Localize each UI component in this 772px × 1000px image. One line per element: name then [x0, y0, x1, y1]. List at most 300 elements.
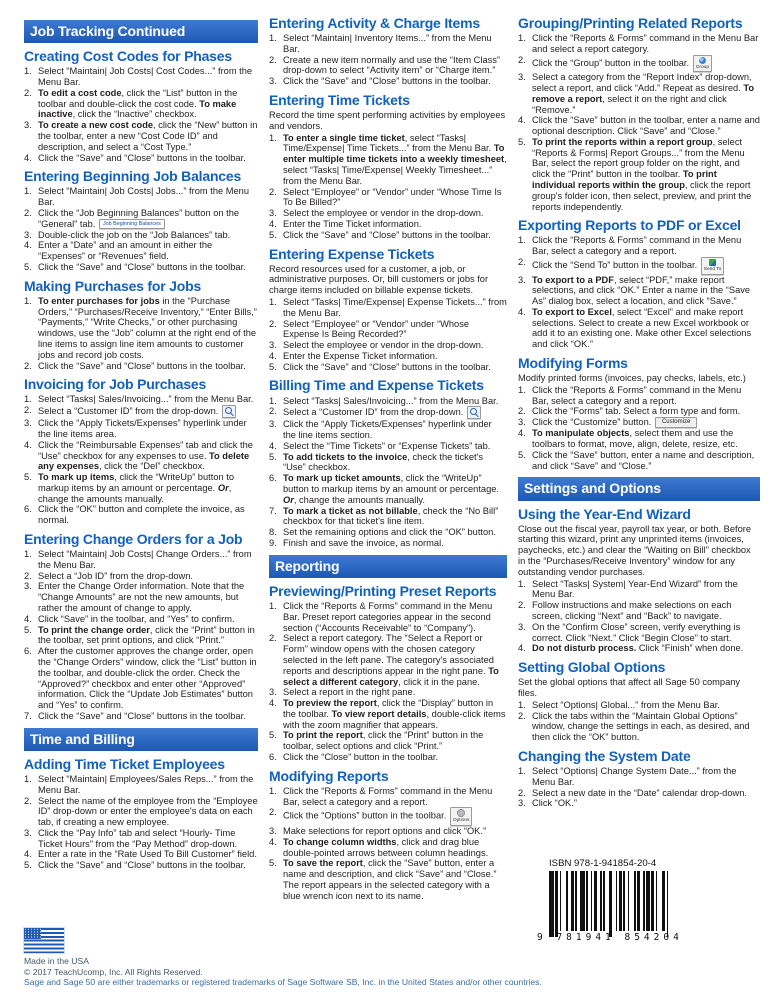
step-text-bold: To export to Excel	[532, 306, 612, 317]
step-number: 5.	[269, 451, 277, 462]
step-number: 1.	[24, 549, 32, 560]
step-number: 4.	[269, 836, 277, 847]
step-text: To manipulate objects, select them and use the toolbars to format, move, align, delete, resize, etc.	[532, 428, 738, 449]
step-text-bold: To export to a PDF	[532, 274, 614, 285]
step-number: 3.	[269, 687, 277, 698]
step-text: Select a report category. The “Select a Report or Form” window opens with the chosen category selected in the left pane. The category's associated reports and descriptions appear in the right pane. To select a different category, click it in the pane.	[283, 633, 499, 687]
step-number: 3.	[24, 120, 32, 131]
step-text-bold: To mark up items	[38, 472, 115, 483]
step-number: 2.	[24, 795, 32, 806]
step-text: Enter the Time Ticket information.	[283, 218, 422, 229]
step-text: To add tickets to the invoice, check the ticket's “Use” checkbox.	[283, 451, 483, 473]
step-item	[269, 698, 507, 730]
step-item	[269, 340, 507, 351]
step-item	[518, 55, 760, 73]
step-number: 2.	[269, 807, 277, 818]
step-text: Enter a “Date” and an amount in either the “Expenses” or “Revenues” field.	[38, 240, 213, 262]
column-3	[518, 16, 760, 901]
step-item	[24, 405, 258, 418]
step-number: 3.	[269, 825, 277, 836]
step-item	[269, 837, 507, 859]
step-item	[518, 711, 760, 743]
step-number: 4.	[24, 849, 32, 860]
us-flag-icon	[24, 928, 64, 953]
step-number: 2.	[518, 787, 526, 798]
step-number: 5.	[269, 858, 277, 869]
step-item	[269, 441, 507, 452]
step-item	[518, 72, 760, 115]
section-title-entering-beginning-job-balances: Entering Beginning Job Balances	[24, 168, 242, 185]
step-text: Click the “Group” button in the toolbar. Group	[532, 55, 760, 73]
step-number: 1.	[518, 235, 526, 246]
step-item	[24, 504, 258, 526]
step-number: 5.	[518, 449, 526, 460]
step-text: Finish and save the invoice, as normal.	[283, 537, 444, 548]
step-item	[24, 66, 258, 88]
send-to-glyph-icon	[709, 259, 716, 266]
step-item	[269, 55, 507, 77]
section-bar-settings-and-options: Settings and Options	[518, 477, 760, 500]
step-text-bold: To print the reports within a report group	[532, 136, 713, 147]
step-item	[518, 257, 760, 275]
step-text-bold: To manipulate objects	[532, 428, 630, 439]
step-text: Select the “Time Tickets” or “Expense Tickets” tab.	[283, 440, 491, 451]
step-text-bold: To enter multiple time tickets into a weekly timesheet	[283, 143, 505, 165]
step-item	[24, 614, 258, 625]
section-title-entering-expense-tickets: Entering Expense Tickets	[269, 245, 435, 262]
section-title-setting-global-options: Setting Global Options	[518, 659, 666, 676]
step-number: 4.	[24, 439, 32, 450]
step-text: Select “Maintain| Job Costs| Cost Codes...” from the Menu Bar.	[38, 66, 253, 88]
step-text-bold: Or	[217, 482, 229, 493]
step-item	[269, 633, 507, 687]
step-text: Select a “Customer ID” from the drop-down.	[38, 405, 258, 418]
step-text: Create a new item normally and use the “Item Class” drop-down to select “Activity item” or “Charge item.”	[283, 54, 501, 76]
step-text: Click the “Reimbursable Expenses” tab and click the “Use” checkbox for any expenses to use. To delete any expenses, click the “Del” checkbox.	[38, 439, 253, 472]
lookup-glyph-icon	[470, 408, 477, 415]
step-text: Click the “OK” button and complete the invoice, as normal.	[38, 504, 245, 526]
step-number: 2.	[269, 318, 277, 329]
made-in-usa-text: Made in the USA	[24, 955, 89, 966]
step-item	[269, 133, 507, 187]
step-item	[269, 351, 507, 362]
step-text: Select “Tasks| Sales/Invoicing...” from the Menu Bar.	[283, 395, 499, 406]
step-number: 2.	[24, 360, 32, 371]
step-number: 2.	[24, 570, 32, 581]
step-item	[24, 549, 258, 571]
section-intro-setting-global-options: Set the global options that affect all Sage 50 company files.	[518, 677, 741, 698]
step-text-bold: To make inactive	[38, 98, 237, 120]
section-title-modifying-forms: Modifying Forms	[518, 355, 628, 371]
step-number: 3.	[269, 76, 277, 87]
step-text-bold: To edit a cost code	[38, 87, 122, 98]
step-item	[269, 208, 507, 219]
step-number: 3.	[24, 827, 32, 838]
step-item	[518, 788, 760, 799]
step-number: 8.	[269, 527, 277, 538]
step-text: Click the “Apply Tickets/Expenses” hyperlink under the line items section.	[283, 419, 492, 441]
step-text-bold: To enter a single time ticket	[283, 132, 405, 143]
step-number: 4.	[518, 115, 526, 126]
step-text-bold: Do not disturb process.	[532, 643, 637, 654]
step-text-bold: To mark a ticket as not billable	[283, 505, 418, 516]
step-item	[269, 187, 507, 209]
step-number: 4.	[518, 428, 526, 439]
step-text: Click the “Close” button in the toolbar.	[283, 751, 439, 762]
step-number: 3.	[518, 798, 526, 809]
step-text-bold: To select a different category	[283, 665, 499, 687]
step-text: After the customer approves the change order, open the “Change Orders” window, click the “List” button in the toolbar, and double-click the order. Check the “Approved?” checkbox and enter other “Approved” information. Click the “Update Job Estimates” button and “Yes” to confirm.	[38, 646, 257, 711]
trademark-text: Sage and Sage 50 are either trademarks or registered trademarks of Sage Software SB, Inc. in the United States and/or other countries.	[24, 977, 542, 988]
step-item	[518, 406, 760, 417]
step-item	[24, 240, 258, 262]
copyright-text: © 2017 TeachUcomp, Inc. All Rights Reserved.	[24, 966, 203, 977]
step-text: Do not disturb process. Click “Finish” when done.	[532, 643, 744, 654]
lookup-magnifier-button-icon	[222, 405, 236, 418]
step-number: 1.	[24, 773, 32, 784]
step-item	[518, 643, 760, 654]
step-text: Enter the Change Order information. Note that the “Change Amounts” are not the new amounts, but rather the amount of change to apply.	[38, 581, 245, 614]
step-item	[269, 362, 507, 373]
step-text: Click the “Save” and “Close” buttons in the toolbar.	[38, 360, 246, 371]
section-title-invoicing-for-job-purchases: Invoicing for Job Purchases	[24, 376, 207, 393]
step-number: 3.	[24, 418, 32, 429]
step-number: 5.	[24, 261, 32, 272]
step-text: Select “Employee” or “Vendor” under “Whose Time Is To Be Billed?”	[283, 186, 502, 208]
step-item	[269, 473, 507, 505]
step-number: 3.	[269, 340, 277, 351]
step-text: To enter purchases for jobs in the “Purchase Orders,” “Purchases/Receive Inventory,” “Enter Bills,” “Payments,” “Write Checks,” or other purchasing windows, use the “Job” column at the right end of the line items to assign line item amounts to customer jobs and record job costs.	[38, 295, 257, 360]
step-text: Select “Maintain| Employees/Sales Reps...” from the Menu Bar.	[38, 773, 254, 795]
step-number: 1.	[269, 785, 277, 796]
step-number: 4.	[269, 350, 277, 361]
step-text-bold: To change column widths	[283, 836, 397, 847]
step-item	[24, 774, 258, 796]
lookup-magnifier-button-icon	[467, 406, 481, 419]
group-button-label: Group	[695, 64, 710, 70]
step-text-bold: To create a new cost code	[38, 120, 154, 131]
section-title-using-the-year-end-wizard: Using the Year-End Wizard	[518, 505, 691, 522]
step-item	[269, 807, 507, 826]
step-item	[269, 419, 507, 441]
step-number: 1.	[518, 33, 526, 44]
step-number: 3.	[24, 581, 32, 592]
section-bar-reporting: Reporting	[269, 555, 507, 578]
step-number: 2.	[518, 600, 526, 611]
step-item	[269, 752, 507, 763]
step-number: 5.	[269, 229, 277, 240]
step-number: 5.	[269, 730, 277, 741]
step-text: Click the “Save” and “Close” buttons in the toolbar.	[283, 361, 491, 372]
step-item	[24, 120, 258, 152]
step-text-bold: To view report details	[331, 708, 427, 719]
step-text: Click the “Reports & Forms” command in the Menu Bar. Preset report categories appear in the second section (“Accounts Receivable” to “Company”).	[283, 601, 493, 633]
jbb-button-label: Job Beginning Balances	[102, 221, 161, 228]
step-item	[518, 600, 760, 622]
step-text: Click the tabs within the “Maintain Global Options” window, change the settings in each, as desired, and then click the “OK” button.	[532, 710, 750, 743]
step-item	[269, 219, 507, 230]
group-button-icon	[693, 55, 712, 73]
barcode-digits: 9 781941 854204	[537, 932, 683, 944]
step-number: 1.	[518, 765, 526, 776]
step-text: On the “Confirm Close” screen, verify everything is correct. Click “Next.” Click “Begin Close” to start.	[532, 621, 741, 643]
step-number: 5.	[518, 136, 526, 147]
section-title-creating-cost-codes-for-phases: Creating Cost Codes for Phases	[24, 48, 232, 65]
step-text: Select a “Customer ID” from the drop-down.	[283, 406, 507, 419]
job-beginning-balances-button-icon	[99, 219, 165, 229]
section-title-entering-time-tickets: Entering Time Tickets	[269, 92, 410, 109]
step-text: Click the “Apply Tickets/Expenses” hyperlink under the line items area.	[38, 418, 247, 439]
step-text: Enter a rate in the “Rate Used To Bill Customer” field.	[38, 849, 257, 860]
step-item	[24, 828, 258, 850]
step-text: Select “Maintain| Job Costs| Jobs...” from the Menu Bar.	[38, 186, 249, 208]
step-item	[518, 385, 760, 407]
step-item	[518, 115, 760, 137]
step-item	[518, 235, 760, 257]
step-item	[24, 625, 258, 647]
step-number: 3.	[269, 419, 277, 430]
step-text-bold: To delete any expenses	[38, 450, 250, 472]
step-number: 2.	[24, 208, 32, 219]
step-item	[24, 646, 258, 711]
step-item	[24, 711, 258, 722]
step-text: To mark up ticket amounts, click the “WriteUp” button to markup items by an amount or percentage. Or, change the amounts manually.	[283, 473, 500, 505]
step-item	[518, 700, 760, 711]
step-number: 9.	[269, 537, 277, 548]
step-number: 4.	[269, 218, 277, 229]
step-text: Click the “Save” button in the toolbar, enter a name and optional description. Click “Save” and “Close.”	[532, 115, 760, 137]
step-number: 3.	[518, 72, 526, 83]
step-item	[518, 137, 760, 212]
step-item	[24, 472, 258, 504]
step-number: 4.	[269, 698, 277, 709]
step-number: 7.	[269, 505, 277, 516]
step-text: Click “OK.”	[532, 798, 577, 809]
step-item	[24, 796, 258, 828]
step-number: 3.	[24, 229, 32, 240]
step-number: 3.	[518, 274, 526, 285]
step-number: 6.	[269, 473, 277, 484]
options-button-icon	[450, 807, 473, 826]
step-text: To preview the report, click the “Display” button in the toolbar. To view report details, double-click items with the zoom magnifier that appears.	[283, 698, 506, 730]
step-item	[269, 230, 507, 241]
step-item	[518, 275, 760, 307]
step-text-bold: To mark up ticket amounts	[283, 473, 401, 484]
step-text: Click the “Send To” button in the toolbar. Send To	[532, 257, 760, 275]
options-button-label: Options	[452, 818, 470, 824]
step-item	[269, 527, 507, 538]
step-item	[269, 786, 507, 808]
column-1	[24, 16, 258, 901]
section-title-entering-change-orders-for-a-job: Entering Change Orders for a Job	[24, 531, 243, 548]
step-item	[269, 297, 507, 319]
step-text: Click the “Save” and “Close” buttons in the toolbar.	[38, 710, 246, 721]
step-item	[269, 826, 507, 837]
step-number: 2.	[518, 406, 526, 417]
step-text-bold: To save the report	[283, 858, 363, 869]
step-item	[269, 687, 507, 698]
section-intro-entering-expense-tickets: Record resources used for a customer, a job, or administrative purposes. Or, bill customers or jobs for charge items included on billable expense tickets.	[269, 263, 489, 296]
step-text: To print the report, click the “Print” button in the toolbar, select options and click “Print.”	[283, 730, 484, 752]
step-item	[269, 601, 507, 633]
step-text: To print the reports within a report group, select “Reports & Forms| Report Groups...” from the Menu Bar, select the report group folder on the right, and click the “Print” button in the toolbar. To print individual reports within the group, click the report group's folder icon, then select, preview, and print the reports independently.	[532, 136, 752, 212]
section-title-previewing-printing-preset-reports: Previewing/Printing Preset Reports	[269, 582, 497, 599]
step-item	[24, 361, 258, 372]
step-text: Click the “Save” and “Close” buttons in the toolbar.	[38, 261, 246, 272]
step-item	[24, 88, 258, 120]
step-number: 2.	[269, 633, 277, 644]
step-number: 4.	[518, 643, 526, 654]
isbn-number: ISBN 978-1-941854-20-4	[549, 858, 657, 869]
step-text: To export to Excel, select “Excel” and make report selections. Select to create a new Excel workbook or add it to an existing one. Make other Excel selections and click “OK.”	[532, 306, 752, 350]
step-item	[24, 230, 258, 241]
step-number: 2.	[518, 54, 526, 65]
column-2	[269, 16, 507, 901]
step-text: Click the “Save” and “Close” buttons in the toolbar.	[283, 76, 491, 87]
step-number: 6.	[24, 504, 32, 515]
step-text: Select a new date in the “Date” calendar drop-down.	[532, 787, 747, 798]
step-item	[269, 33, 507, 55]
step-item	[24, 581, 258, 613]
footer	[24, 928, 664, 988]
step-number: 3.	[269, 208, 277, 219]
step-text: Select the employee or vendor in the drop-down.	[283, 340, 484, 351]
step-item	[269, 538, 507, 549]
step-item	[518, 428, 760, 450]
step-text: To print the change order, click the “Print” button in the toolbar, set print options, and click “Print.”	[38, 624, 255, 646]
step-number: 5.	[269, 361, 277, 372]
step-item	[518, 766, 760, 788]
step-number: 1.	[518, 384, 526, 395]
customize-button-label: Customize	[661, 419, 691, 426]
step-number: 1.	[24, 394, 32, 405]
step-text: To enter a single time ticket, select “Tasks| Time/Expense| Time Tickets...” from the Menu Bar. To enter multiple time tickets into a weekly timesheet, select “Tasks| Time/Expense| Weekly Timesheet...” from the Menu Bar.	[283, 132, 507, 186]
section-bar-job-tracking-continued: Job Tracking Continued	[24, 20, 258, 43]
step-item	[269, 406, 507, 419]
section-title-making-purchases-for-jobs: Making Purchases for Jobs	[24, 277, 202, 294]
step-text: To export to a PDF, select “PDF,” make report selections, and click “OK.” Enter a name in the “Save As” dialog box, select a location, and click “Save.”	[532, 274, 751, 307]
step-text: Select “Maintain| Job Costs| Change Orders...” from the Menu Bar.	[38, 549, 252, 570]
step-text: Double-click the job on the “Job Balances” tab.	[38, 229, 231, 240]
step-text: Click the “Job Beginning Balances” button on the “General” tab. Job Beginning Balances	[38, 208, 240, 229]
step-text: To change column widths, click and drag blue double-pointed arrows between column headings.	[283, 836, 489, 858]
step-number: 7.	[24, 710, 32, 721]
step-item	[269, 858, 507, 901]
step-item	[24, 571, 258, 582]
step-number: 2.	[518, 257, 526, 268]
step-item	[269, 76, 507, 87]
step-item	[24, 860, 258, 871]
section-title-grouping-printing-related-reports: Grouping/Printing Related Reports	[518, 15, 743, 31]
step-item	[518, 622, 760, 644]
section-bar-time-and-billing: Time and Billing	[24, 728, 258, 751]
step-text: Click the “Save” and “Close” buttons in the toolbar.	[38, 860, 246, 871]
step-text: Click the “Forms” tab. Select a form type and form.	[532, 406, 741, 417]
step-number: 1.	[269, 33, 277, 44]
step-item	[24, 262, 258, 273]
step-item	[518, 417, 760, 428]
step-text: Click “Save” in the toolbar, and “Yes” to confirm.	[38, 613, 235, 624]
section-title-exporting-reports-to-pdf-or-excel: Exporting Reports to PDF or Excel	[518, 217, 741, 234]
step-item	[24, 153, 258, 164]
step-text-bold: To add tickets to the invoice	[283, 451, 408, 462]
step-number: 1.	[269, 395, 277, 406]
step-text: To mark up items, click the “WriteUp” button to markup items by an amount or percentage. Or, change the amounts manually.	[38, 472, 234, 504]
step-item	[518, 307, 760, 350]
step-item	[24, 186, 258, 208]
step-text: Select a “Job ID” from the drop-down.	[38, 570, 194, 581]
step-text: Click the “Customize” button. Customize	[532, 417, 760, 428]
step-number: 2.	[269, 406, 277, 417]
step-item	[269, 506, 507, 528]
step-number: 1.	[24, 186, 32, 197]
step-number: 1.	[269, 132, 277, 143]
step-text-bold: To remove a report	[532, 82, 755, 104]
step-number: 2.	[518, 710, 526, 721]
step-number: 4.	[24, 152, 32, 163]
step-number: 6.	[269, 751, 277, 762]
step-number: 1.	[518, 578, 526, 589]
step-text-bold: To preview the report	[283, 698, 377, 709]
step-text: Select “Maintain| Inventory Items...” from the Menu Bar.	[283, 33, 492, 54]
step-item	[24, 440, 258, 472]
step-text: Select “Options| Global...” from the Menu Bar.	[532, 699, 720, 710]
step-text: Select “Employee” or “Vendor” under “Whose Expense Is Being Recorded?”	[283, 318, 470, 340]
step-text: To edit a cost code, click the “List” button in the toolbar and double-click the cost code. To make inactive, click the “Inactive” checkbox.	[38, 87, 238, 120]
step-number: 4.	[24, 240, 32, 251]
step-text: Select “Options| Change System Date...” from the Menu Bar.	[532, 765, 737, 787]
step-number: 2.	[269, 186, 277, 197]
step-text: Click the “Reports & Forms” command in the Menu Bar, select a category and a report.	[283, 785, 493, 807]
send-to-button-label: Send To	[703, 267, 722, 273]
step-item	[24, 208, 258, 230]
barcode-bar	[668, 871, 673, 937]
step-text: Select “Tasks| Time/Expense| Expense Tickets...” from the Menu Bar.	[283, 296, 507, 318]
step-item	[518, 798, 760, 809]
group-glyph-icon	[699, 57, 706, 64]
step-text: Select a category from the “Report Index” drop-down, select a report, and click “Add.” Repeat as desired. To remove a report, select it on the right and click “Remove.”	[532, 72, 755, 115]
step-number: 2.	[269, 54, 277, 65]
step-text: Click the “Reports & Forms” command in the Menu Bar and select a report category.	[532, 33, 759, 54]
step-item	[518, 33, 760, 55]
step-text: Select “Tasks| Sales/Invoicing...” from the Menu Bar.	[38, 394, 254, 405]
step-number: 4.	[269, 440, 277, 451]
step-number: 3.	[518, 417, 526, 428]
step-text: Click the “Reports & Forms” command in the Menu Bar, select a category and a report.	[532, 384, 742, 406]
step-number: 1.	[269, 296, 277, 307]
step-text: Click the “Pay Info” tab and select “Hourly- Time Ticket Hours” from the “Pay Method” drop-down.	[38, 827, 238, 849]
step-number: 6.	[24, 646, 32, 657]
step-text: Click the “Reports & Forms” command in the Menu Bar, select a category and a report.	[532, 235, 742, 257]
step-text: Make selections for report options and click “OK.”	[283, 825, 487, 836]
step-text: Set the remaining options and click the “OK” button.	[283, 527, 496, 538]
step-text-bold: Or	[283, 494, 294, 505]
step-text: Select the name of the employee from the “Employee ID” drop-down or enter the employee's data on each tab, if creating a new employee.	[38, 795, 258, 828]
step-number: 1.	[269, 601, 277, 612]
section-intro-using-the-year-end-wizard: Close out the fiscal year, payroll tax year, or both. Before starting this wizard, print any unprinted items (invoices, paychecks, etc.) and clear the “Waiting on Bill” checkbox in the “Purchases/Receive Inventory” window for any outstanding vendor purchases.	[518, 523, 752, 577]
step-text: To mark a ticket as not billable, check the “No Bill” checkbox for that ticket's line item.	[283, 505, 499, 527]
step-number: 4.	[518, 306, 526, 317]
section-intro-entering-time-tickets: Record the time spent performing activities by employees and vendors.	[269, 110, 506, 131]
send-to-button-icon	[701, 257, 725, 275]
step-number: 5.	[24, 624, 32, 635]
step-item	[269, 730, 507, 752]
step-item	[518, 579, 760, 601]
step-text: Click the “Options” button in the toolbar. Options	[283, 807, 507, 826]
step-text: Select “Tasks| System| Year-End Wizard” from the Menu Bar.	[532, 578, 738, 600]
section-title-modifying-reports: Modifying Reports	[269, 767, 389, 784]
step-item	[518, 450, 760, 472]
